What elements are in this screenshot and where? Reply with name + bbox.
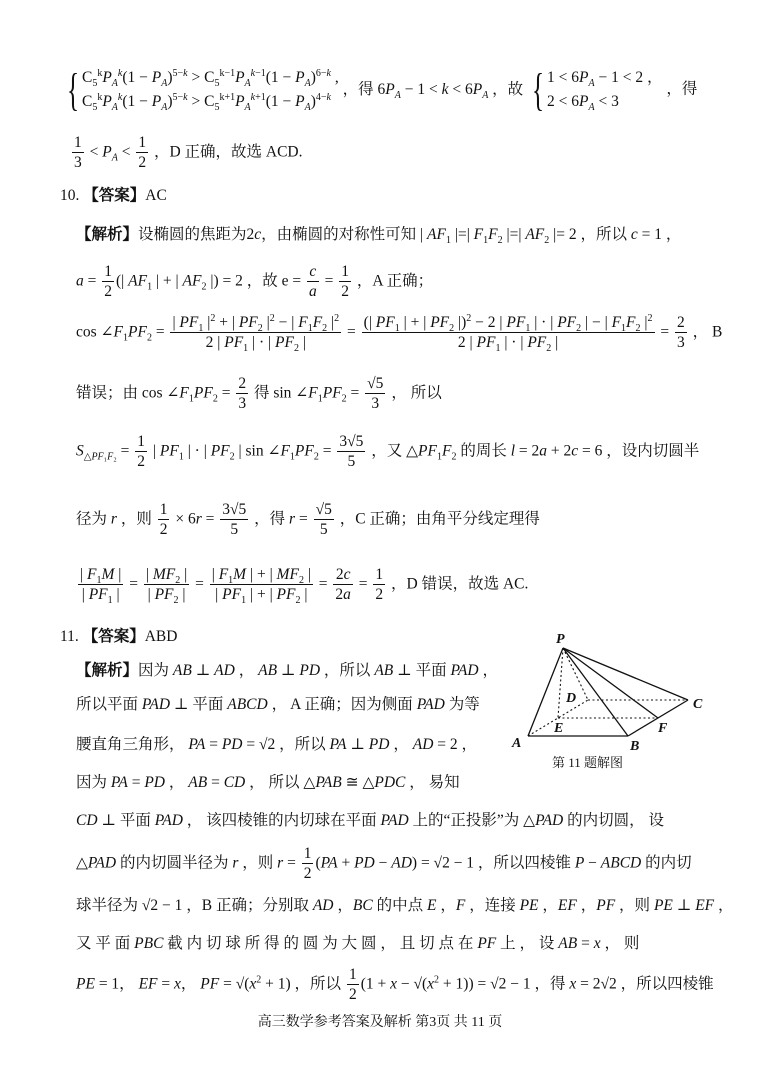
- q11-line-2: 所以平面 PAD ⊥ 平面 ABCD ， A 正确；因为侧面 PAD 为等: [76, 696, 480, 713]
- label-E: E: [554, 721, 564, 736]
- q9-de: ，得: [666, 80, 698, 98]
- q11-line-7: 球半径为 √2 − 1 ，B 正确；分别取 AD ，BC 的中点 E ，F ，连接 PE ，EF ，PF ，则 PE ⊥ EF ，: [76, 897, 734, 914]
- q9-sys-row1: $C_5^kP_A^k(1 - P_A)^{5-k} > C_5^{k-1}P_A^{k-1}(1 - P_A)^{6-k}$ ,: [81, 67, 339, 90]
- q9-inequality-line: $\frac{1}{3}$ < $P_A$ < $\frac{1}{2}$ ，D 正确，故选 ACD.: [74, 134, 303, 172]
- q9-sys-row2: $C_5^kP_A^k(1 - P_A)^{5-k} > C_5^{k+1}P_A^{k+1}(1 - P_A)^{4-k}$: [81, 91, 331, 114]
- q10-line-7: $\frac{| F_1M |}{| PF_1 |}$ = $\frac{| MF_2 |}{| PF_2 |}$ = $\frac{| F_1M | + | MF_2 |}{| PF_1 | + | PF_2 |}$ = $\frac{2c}{2a}$ = $\frac{1}{2}$ ，D 错误，故选 AC.: [80, 566, 529, 607]
- q11-line-6: △PAD 的内切圆半径为 r ，则 r = $\frac{1}{2}$ (PA + PD − AD) = √2 − 1 ，所以四棱锥 P − ABCD 的内切: [76, 845, 692, 883]
- segment-PF: [563, 648, 658, 718]
- q10-line-1: 【解析】设椭圆的焦距为2c，由椭圆的对称性可知 | $AF_1$ |=| $F_1F_2$ |=| $AF_2$ |= 2 ，所以 c = 1 ，: [76, 226, 682, 247]
- q11-answer: ABD: [144, 628, 178, 645]
- q10-line-6: 径为 r ，则 $\frac{1}{2}$ × 6r = $\frac{3√5}{5}$ ，得 r = $\frac{√5}{5}$ ，C 正确；由角平分线定理得: [76, 501, 540, 539]
- q11-line-9: PE = 1， EF = x， PF = $√(x^2 + 1)$ ，所以 $\frac{1}{2}$ $(1 + x - √(x^2 + 1)) = √2 - 1$ ，得 x = 2√2 ，所以四棱锥: [76, 966, 714, 1004]
- label-B: B: [630, 739, 640, 754]
- q11-line-4: 因为 PA = PD ， AB = CD ， 所以 △PAB ≅ △PDC ， 易知: [76, 774, 460, 791]
- q10-header: [60, 187, 167, 206]
- q9-mid-text: ，得 $6P_A - 1 < k < 6P_A$ ，故: [342, 80, 524, 101]
- q11-number: 11.: [60, 628, 79, 645]
- label-F: F: [658, 721, 668, 736]
- label-P: P: [556, 632, 565, 647]
- q10-number: 10.: [60, 187, 80, 204]
- q9-system-line: { $C_5^kP_A^k(1 - P_A)^{5-k} > C_5^{k-1}P_A^{k-1}(1 - P_A)^{6-k}$ , $C_5^kP_A^k(1 - P_A)^{5-k} > C_5^{k+1}P_A^{k+1}(1 - P_A)^{4-k}$ ，得 $6P_A - 1 < k < 6P_A$ ，故 { $1 < 6P_A - 1 < 2$ ， $2 < 6P_A < 3$ ，得: [66, 64, 698, 116]
- q11-answer-label: 【答案】: [82, 628, 145, 645]
- q10-line-3: $\cos \angle F_1PF_2$ = $\frac{| PF_1 |^2 + | PF_2 |^2 - | F_1F_2 |^2}{2 | PF_1 | \cdot | PF_2 |}$ = $\frac{(| PF_1 | + | PF_2 |)^2 - 2 | PF_1 | \cdot | PF_2 | - | F_1F_2 |^2}{2 | PF_1 | \cdot | PF_2 |}$ = $\frac{2}{3}$ ， B: [76, 312, 723, 355]
- page-footer: 高三数学参考答案及解析 第3页 共 11 页: [257, 1015, 503, 1030]
- q11-line-8: 又 平 面 PBC 截 内 切 球 所 得 的 圆 为 大 圆 ， 且 切 点 在 PF 上 ， 设 AB = x ， 则: [76, 935, 640, 952]
- q11-header: [60, 628, 177, 647]
- q10-answer-label: 【答案】: [83, 187, 146, 204]
- q11-line-5: CD ⊥ 平面 PAD ， 该四棱锥的内切球在平面 PAD 上的“正投影”为 △PAD 的内切圆， 设: [76, 812, 665, 829]
- q9-sys2-row1: $1 < 6P_A - 1 < 2$ ，: [547, 69, 663, 90]
- label-A: A: [512, 736, 522, 751]
- q10-line-4: 错误；由 $\cos \angle F_1PF_2$ = $\frac{2}{3}$ 得 $\sin \angle F_1PF_2$ = $\frac{√5}{3}$ ， 所以: [76, 375, 442, 413]
- q10-line-5: $S_{\triangle PF_1F_2}$ = $\frac{1}{2}$ | $PF_1$ | · | $PF_2$ | $\sin \angle F_1PF_2$ = $\frac{3√5}{5}$ ，又 $\triangle PF_1F_2$ 的周长 l = 2a + 2c = 6 ，设内切圆半: [76, 433, 700, 471]
- q11-line-3: 腰直角三角形， PA = PD = √2 ，所以 PA ⊥ PD ， AD = 2 ，: [76, 736, 478, 753]
- q11-analysis-label: 【解析】: [76, 662, 139, 679]
- label-C: C: [693, 697, 703, 712]
- q10-answer: AC: [145, 187, 167, 204]
- q10-analysis-label: 【解析】: [76, 226, 139, 243]
- q10-line-2: a = $\frac{1}{2}$ (| $AF_1$ | + | $AF_2$ |) = 2 ，故 e = $\frac{c}{a}$ = $\frac{1}{2}$ ，A 正确；: [76, 263, 434, 301]
- label-D: D: [566, 691, 577, 706]
- q9-conclusion: ，D 正确，故选 ACD.: [153, 143, 303, 161]
- q11-figure-caption: 第 11 题解图: [552, 755, 624, 770]
- q11-line-1: 【解析】因为 AB ⊥ AD ， AB ⊥ PD ，所以 AB ⊥ 平面 PAD ，: [76, 662, 498, 679]
- q9-sys2-row2: $2 < 6P_A < 3$: [547, 93, 619, 114]
